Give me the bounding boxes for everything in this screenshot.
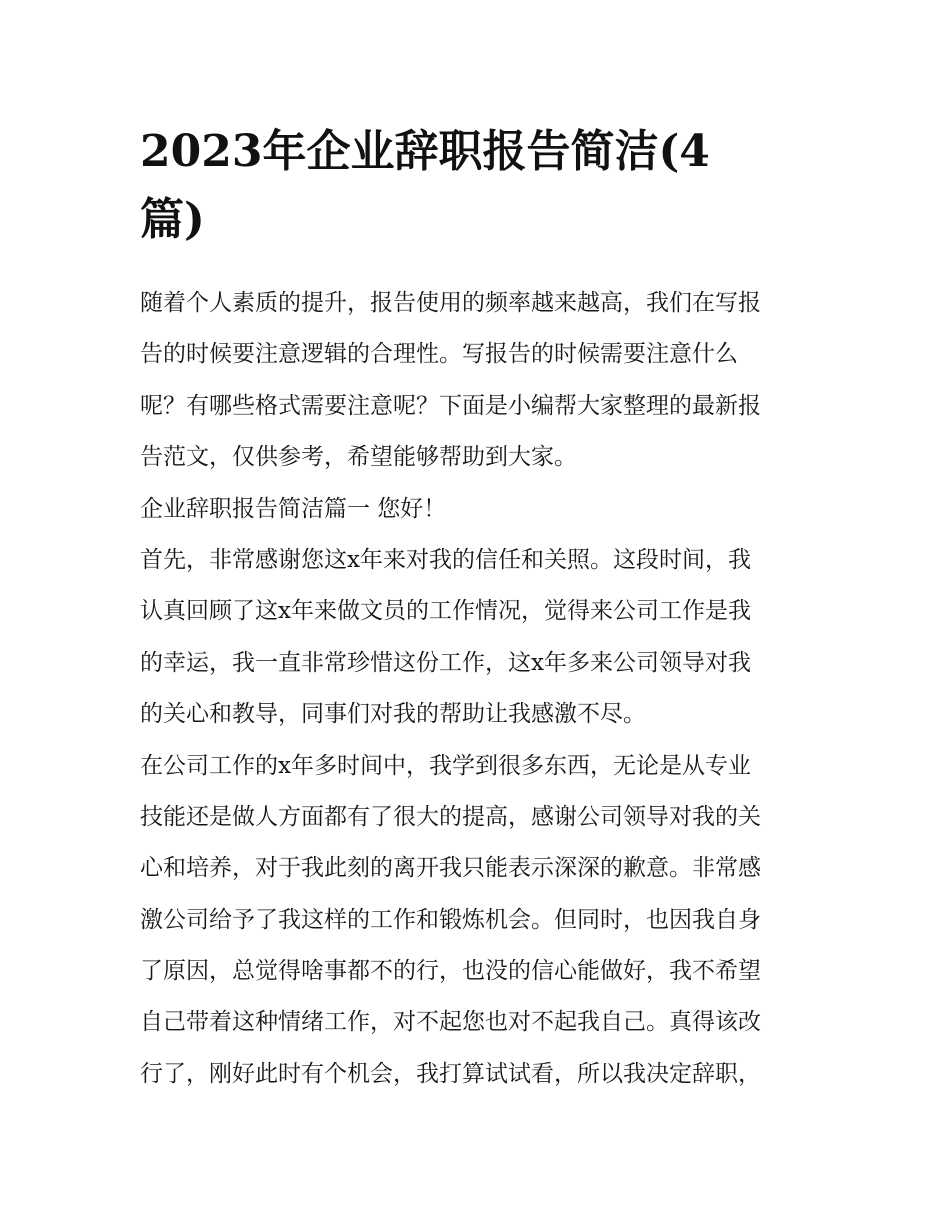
- title-line-2: 篇): [140, 194, 205, 245]
- body-line: 在公司工作的x年多时间中，我学到很多东西，无论是从专业: [140, 752, 751, 779]
- body-line: 技能还是做人方面都有了很大的提高，感谢公司领导对我的关: [140, 803, 761, 830]
- body-line: 告的时候要注意逻辑的合理性。写报告的时候需要注意什么: [140, 341, 738, 368]
- document-title: [140, 118, 820, 254]
- body-line: 的幸运，我一直非常珍惜这份工作，这x年多来公司领导对我: [140, 649, 751, 676]
- body-line: 心和培养，对于我此刻的离开我只能表示深深的歉意。非常感: [140, 855, 761, 882]
- body-line: 随着个人素质的提升，报告使用的频率越来越高，我们在写报: [140, 290, 761, 316]
- title-line-1: 2023年企业辞职报告简洁(4: [140, 126, 710, 177]
- body-line: 的关心和教导，同事们对我的帮助让我感激不尽。: [140, 701, 646, 728]
- body-line: 激公司给予了我这样的工作和锻炼机会。但同时，也因我自身: [140, 906, 761, 933]
- section-heading-line: 企业辞职报告简洁篇一 您好！: [140, 495, 447, 522]
- body-line: 认真回顾了这x年来做文员的工作情况，觉得来公司工作是我: [140, 598, 751, 625]
- body-line: 行了，刚好此时有个机会，我打算试试看，所以我决定辞职，: [140, 1060, 761, 1087]
- body-line: 了原因，总觉得啥事都不的行，也没的信心能做好，我不希望: [140, 958, 761, 985]
- body-line: 首先，非常感谢您这x年来对我的信任和关照。这段时间，我: [140, 546, 751, 573]
- document-body: [140, 278, 820, 1100]
- body-line: 呢？有哪些格式需要注意呢？下面是小编帮大家整理的最新报: [140, 392, 761, 419]
- body-line: 自己带着这种情绪工作，对不起您也对不起我自己。真得该改: [140, 1009, 761, 1036]
- body-line: 告范文，仅供参考，希望能够帮助到大家。: [140, 444, 577, 471]
